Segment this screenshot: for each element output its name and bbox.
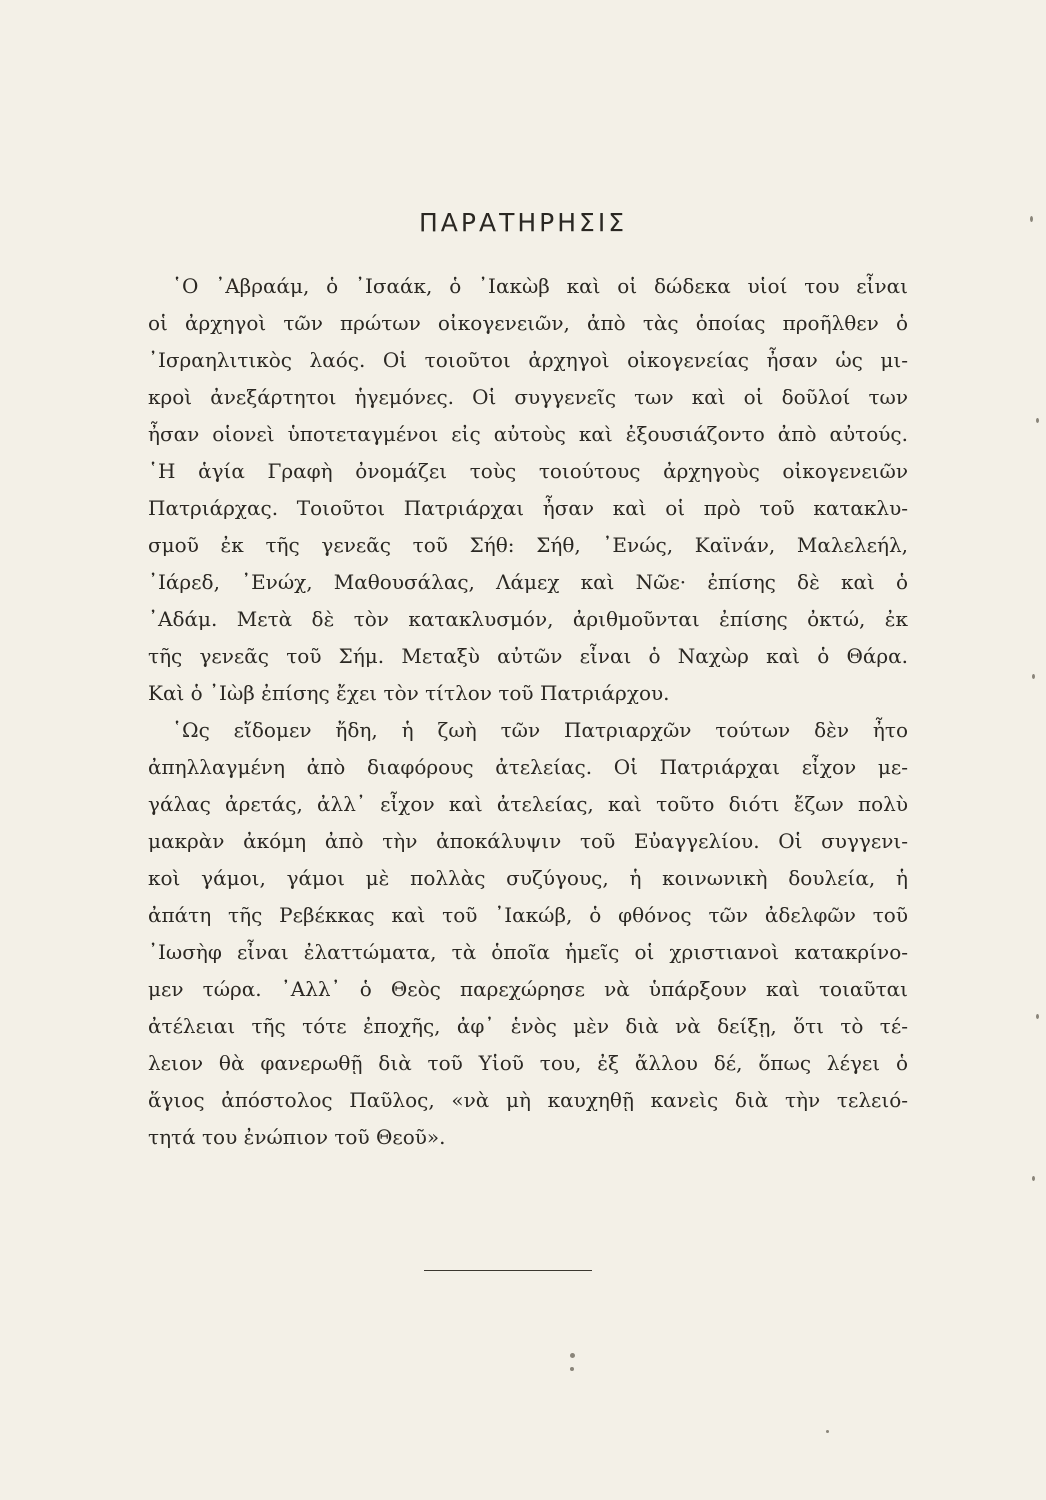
ink-speck <box>1030 216 1033 222</box>
text-line: Πατριάρχας. Τοιοῦτοι Πατριάρχαι ἦσαν καὶ οἱ πρὸ τοῦ κατακλυ- <box>148 496 908 520</box>
section-divider-rule <box>424 1270 592 1271</box>
text-line: ᾿Ιάρεδ, ᾿Ενώχ, Μαθουσάλας, Λάμεχ καὶ Νῶε· ἐπίσης δὲ καὶ ὁ <box>148 570 908 594</box>
text-line: ᾿Ισραηλιτικὸς λαός. Οἱ τοιοῦτοι ἀρχηγοὶ οἰκογενείας ἦσαν ὡς μι- <box>148 348 908 372</box>
text-line: ἅγιος ἀπόστολος Παῦλος, «νὰ μὴ καυχηθῇ κανεὶς διὰ τὴν τελειό- <box>148 1088 908 1112</box>
text-line: κοὶ γάμοι, γάμοι μὲ πολλὰς συζύγους, ἡ κοινωνικὴ δουλεία, ἡ <box>148 866 908 890</box>
text-line: κροὶ ἀνεξάρτητοι ἡγεμόνες. Οἱ συγγενεῖς των καὶ οἱ δοῦλοί των <box>148 385 908 409</box>
text-line: λειον θὰ φανερωθῇ διὰ τοῦ Υἱοῦ του, ἐξ ἄλλου δέ, ὅπως λέγει ὁ <box>148 1051 908 1075</box>
ink-speck <box>826 1430 829 1433</box>
ink-speck <box>1036 1014 1039 1019</box>
text-line: ᾿Ιωσὴφ εἶναι ἐλαττώματα, τὰ ὁποῖα ἡμεῖς οἱ χριστιανοὶ κατακρίνο- <box>148 940 908 964</box>
text-line: σμοῦ ἐκ τῆς γενεᾶς τοῦ Σήθ: Σήθ, ᾿Ενώς, Καϊνάν, Μαλελεήλ, <box>148 533 908 557</box>
text-line: ἦσαν οἱονεὶ ὑποτεταγμένοι εἰς αὐτοὺς καὶ ἐξουσιάζοντο ἀπὸ αὐτούς. <box>148 422 908 446</box>
ink-speck <box>570 1367 574 1371</box>
ink-speck <box>1032 1176 1035 1181</box>
text-line: ἀτέλειαι τῆς τότε ἐποχῆς, ἀφ᾿ ἑνὸς μὲν διὰ νὰ δείξῃ, ὅτι τὸ τέ- <box>148 1014 908 1038</box>
ink-speck <box>1036 418 1039 423</box>
text-line: οἱ ἀρχηγοὶ τῶν πρώτων οἰκογενειῶν, ἀπὸ τὰς ὁποίας προῆλθεν ὁ <box>148 311 908 335</box>
ink-speck <box>1032 674 1035 679</box>
text-line: ῾Ο ᾿Αβραάμ, ὁ ᾿Ισαάκ, ὁ ᾿Ιακὼβ καὶ οἱ δώδεκα υἱοί του εἶναι <box>172 274 908 298</box>
paragraph-1 <box>148 268 908 712</box>
ink-speck <box>570 1353 575 1358</box>
text-line: ῾Η ἁγία Γραφὴ ὀνομάζει τοὺς τοιούτους ἀρχηγοὺς οἰκογενειῶν <box>148 459 908 483</box>
text-line: Καὶ ὁ ᾿Ιὼβ ἐπίσης ἔχει τὸν τίτλον τοῦ Πατριάρχου. <box>148 681 670 705</box>
text-line: ἀπηλλαγμένη ἀπὸ διαφόρους ἀτελείας. Οἱ Πατριάρχαι εἶχον με- <box>148 755 908 779</box>
body-text <box>148 268 908 1156</box>
text-line: μακρὰν ἀκόμη ἀπὸ τὴν ἀποκάλυψιν τοῦ Εὐαγγελίου. Οἱ συγγενι- <box>148 829 908 853</box>
page-heading: ΠΑΡΑΤΗΡΗΣΙΣ <box>419 208 627 237</box>
text-line: ᾿Αδάμ. Μετὰ δὲ τὸν κατακλυσμόν, ἀριθμοῦνται ἐπίσης ὀκτώ, ἐκ <box>148 607 908 631</box>
text-line: ῾Ως εἴδομεν ἤδη, ἡ ζωὴ τῶν Πατριαρχῶν τούτων δὲν ἦτο <box>172 718 908 742</box>
text-line: τῆς γενεᾶς τοῦ Σήμ. Μεταξὺ αὐτῶν εἶναι ὁ Ναχὼρ καὶ ὁ Θάρα. <box>148 644 908 668</box>
text-line: ἀπάτη τῆς Ρεβέκκας καὶ τοῦ ᾿Ιακώβ, ὁ φθόνος τῶν ἀδελφῶν τοῦ <box>148 903 908 927</box>
text-line: μεν τώρα. ᾿Αλλ᾿ ὁ Θεὸς παρεχώρησε νὰ ὑπάρξουν καὶ τοιαῦται <box>148 977 908 1001</box>
text-line: τητά του ἐνώπιον τοῦ Θεοῦ». <box>148 1125 446 1149</box>
text-line: γάλας ἀρετάς, ἀλλ᾿ εἶχον καὶ ἀτελείας, καὶ τοῦτο διότι ἔζων πολὺ <box>148 792 908 816</box>
paragraph-2 <box>148 712 908 1156</box>
